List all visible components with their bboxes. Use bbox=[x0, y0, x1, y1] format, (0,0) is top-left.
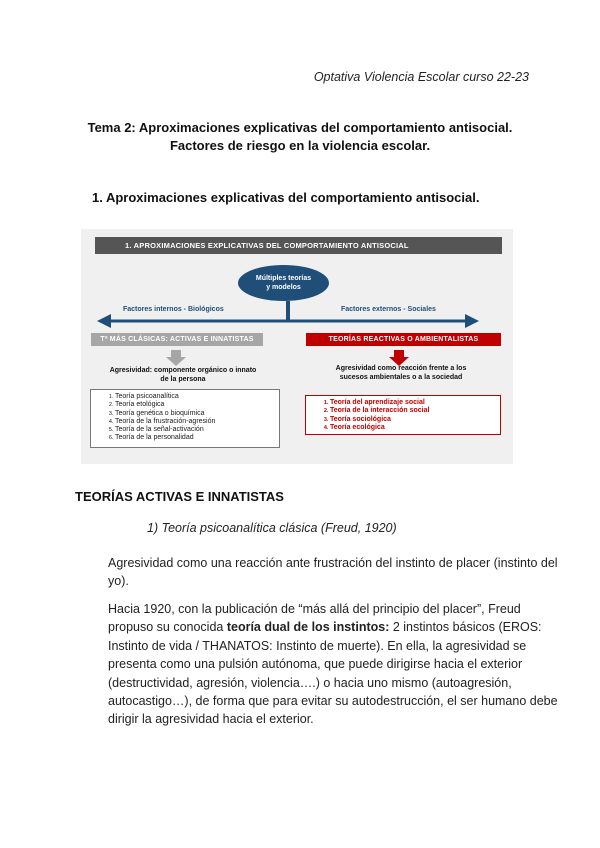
theories-diagram bbox=[81, 229, 513, 464]
title-line-2: Factores de riesgo en la violencia escolar. bbox=[169, 138, 431, 153]
reactive-theories-header: TEORÍAS REACTIVAS O AMBIENTALISTAS bbox=[306, 333, 501, 346]
list-item: 4. Teoría ecológica bbox=[330, 424, 496, 432]
list-item: 1. Teoría del aprendizaje social bbox=[330, 399, 496, 407]
list-item: 3. Teoría sociológica bbox=[330, 416, 496, 424]
course-header: Optativa Violencia Escolar curso 22-23 bbox=[313, 70, 529, 84]
reactive-desc-line-1: Agresividad como reacción frente a los bbox=[335, 365, 467, 372]
reactive-desc-line-2: sucesos ambientales o a la sociedad bbox=[339, 374, 463, 381]
title-line-1: Tema 2: Aproximaciones explicativas del comportamiento antisocial. bbox=[87, 120, 513, 135]
list-item: 4. Teoría de la frustración-agresión bbox=[115, 418, 275, 426]
innate-desc-line-2: de la persona bbox=[160, 376, 206, 383]
list-item: 1. Teoría psicoanalítica bbox=[115, 393, 275, 401]
paragraph-2-part-1: Hacia 1920, con la publicación de “más allá del principio del placer”, Freud propuso su conocida bbox=[108, 602, 521, 635]
list-item: 5. Teoría de la señal-activación bbox=[115, 426, 275, 434]
list-item: 6. Teoría de la personalidad bbox=[115, 434, 275, 442]
list-item: 2. Teoría etológica bbox=[115, 401, 275, 409]
reactive-aggression-description bbox=[301, 364, 501, 382]
reactive-theories-list bbox=[305, 395, 501, 435]
active-theories-list bbox=[90, 389, 280, 448]
paragraph-1: Agresividad como una reacción ante frustración del instinto de placer (instinto del yo). bbox=[108, 556, 558, 589]
document-title bbox=[0, 119, 600, 155]
left-arrow-head bbox=[97, 314, 111, 328]
ellipse-line-2: y modelos bbox=[266, 284, 301, 291]
right-arrow-head bbox=[465, 314, 479, 328]
diagram-banner: 1. APROXIMACIONES EXPLICATIVAS DEL COMPORTAMIENTO ANTISOCIAL bbox=[95, 237, 502, 254]
list-item: 3. Teoría genética o bioquímica bbox=[115, 410, 275, 418]
external-factors-label: Factores externos - Sociales bbox=[341, 306, 436, 313]
classic-theories-header: Tª MÁS CLÁSICAS: ACTIVAS E INNATISTAS bbox=[91, 333, 263, 346]
paragraph-2-part-2: 2 instintos básicos (EROS: Instinto de vida / THANATOS: Instinto de muerte). En ella, la agresividad se presenta como una pulsión autónoma, que puede dirigirse hacia el exterior (destructividad, agresión, violencia….) o hacia uno mismo (autoagresión, autocastigo…), de forma que para evitar su autodestrucción, el ser humano debe dirigir la agresividad hacia el exterior. bbox=[108, 620, 558, 727]
section-2-heading: TEORÍAS ACTIVAS E INNATISTAS bbox=[75, 489, 284, 504]
list-item: 2. Teoría de la interacción social bbox=[330, 407, 496, 415]
paragraph-2 bbox=[75, 600, 568, 729]
section-2-subheading: 1) Teoría psicoanalítica clásica (Freud, 1920) bbox=[147, 521, 397, 535]
paragraph-2-bold: teoría dual de los instintos: bbox=[226, 620, 390, 635]
ellipse-line-1: Múltiples teorías bbox=[255, 275, 312, 282]
innate-desc-line-1: Agresividad: componente orgánico o innato bbox=[109, 367, 257, 374]
left-down-arrow bbox=[166, 350, 186, 366]
section-1-heading: 1. Aproximaciones explicativas del comportamiento antisocial. bbox=[92, 190, 480, 205]
multiple-theories-ellipse bbox=[238, 265, 329, 301]
innate-aggression-description bbox=[83, 366, 283, 384]
internal-factors-label: Factores internos - Biológicos bbox=[123, 306, 224, 313]
